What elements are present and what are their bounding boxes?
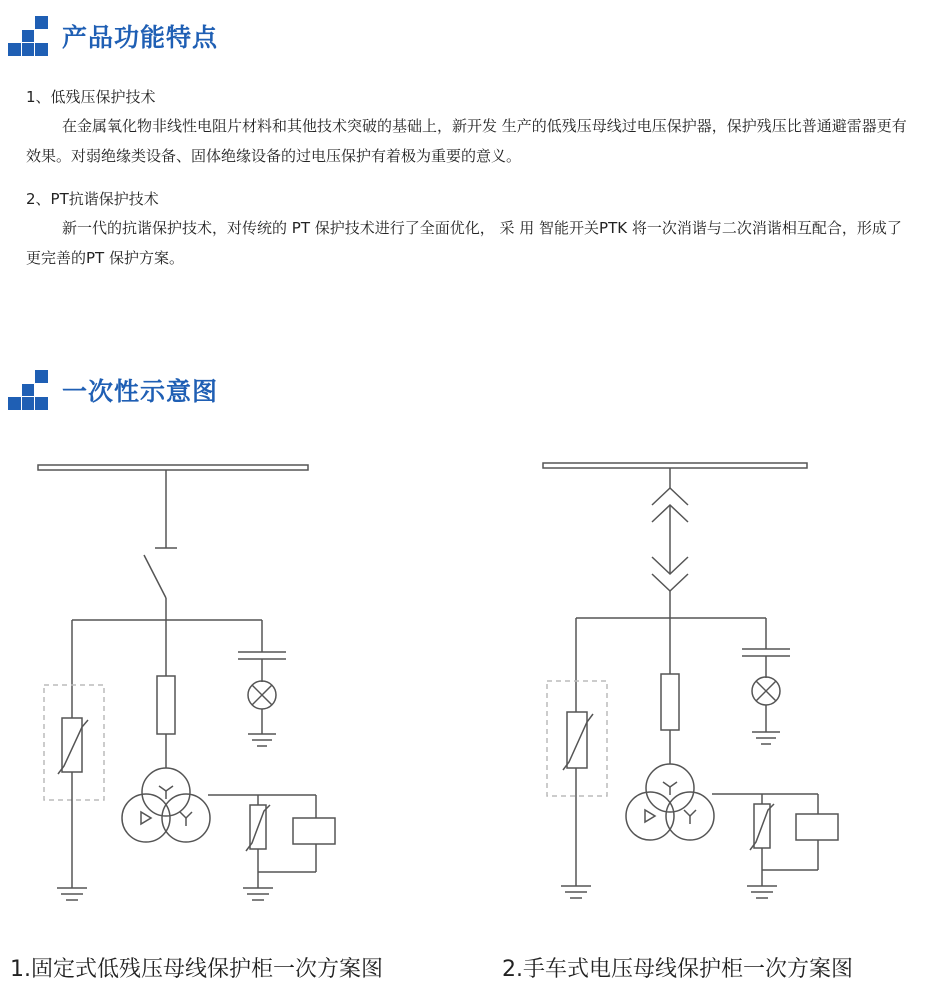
- section-title: 产品功能特点: [62, 23, 219, 52]
- feature-body-1: 在金属氧化物非线性电阻片材料和其他技术突破的基础上，新开发 生产的低残压母线过电压保护器，保护残压比普通避雷器更有效果。对弱绝缘类设备、固体绝缘设备的过电压保护有着极为重要的意义。: [26, 117, 907, 165]
- diagram-withdrawable-cabinet: [500, 440, 900, 920]
- busbar: [543, 463, 807, 468]
- fuse: [661, 674, 679, 730]
- ground: [248, 734, 276, 746]
- ground: [57, 888, 87, 900]
- ground: [561, 886, 591, 898]
- busbar: [38, 465, 308, 470]
- blue-square-logo-icon: [8, 16, 48, 56]
- diagram-caption-2: 2.手车式电压母线保护柜一次方案图: [502, 957, 853, 982]
- section-heading-diagram: [8, 366, 218, 414]
- diagram-fixed-cabinet: [0, 440, 400, 920]
- blue-square-logo-icon: [8, 370, 48, 410]
- fuse: [157, 676, 175, 734]
- section-title: 一次性示意图: [62, 377, 219, 406]
- feature-title-2: 2、PT抗谐保护技术: [26, 190, 159, 208]
- ground: [752, 732, 780, 744]
- relay: [796, 814, 838, 840]
- disconnect-switch: [144, 555, 166, 598]
- ground: [747, 886, 777, 898]
- relay: [293, 818, 335, 844]
- section-heading-features: [8, 12, 218, 60]
- diagram-caption-1: 1.固定式低残压母线保护柜一次方案图: [10, 957, 383, 982]
- feature-title-1: 1、低残压保护技术: [26, 88, 156, 106]
- feature-body-2: 新一代的抗谐保护技术，对传统的 PT 保护技术进行了全面优化， 采 用 智能开关PTK 将一次消谐与二次消谐相互配合，形成了更完善的PT 保护方案。: [26, 219, 902, 267]
- ground: [243, 888, 273, 900]
